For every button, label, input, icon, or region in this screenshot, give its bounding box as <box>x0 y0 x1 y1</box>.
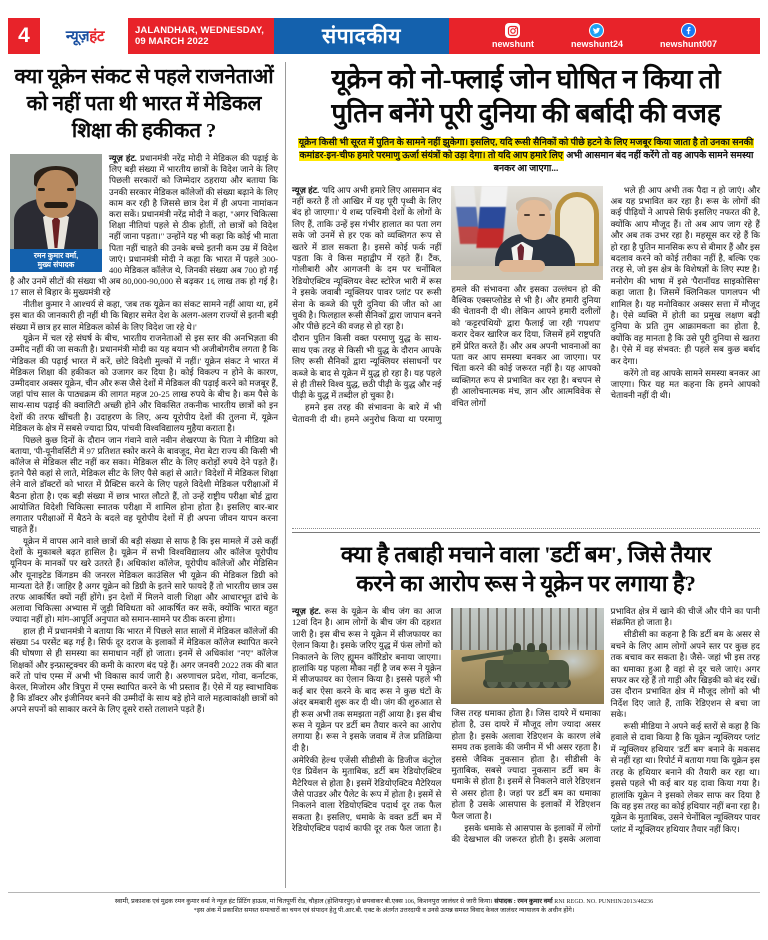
lead-story-paragraph: करेंगे तो वह आपके सामने समस्या बनकर आ जाएगा। फिर यह मत कहना कि हमने आपको चेतावनी नहीं दी थी। <box>610 367 760 401</box>
lead-story-headline <box>292 62 760 130</box>
page-number: 4 <box>8 18 42 54</box>
lead-story-body <box>292 185 760 426</box>
section-tab-editorial[interactable]: संपादकीय <box>274 18 449 54</box>
twitter-handle: newshunt24 <box>570 39 623 49</box>
edition-city-day: JALANDHAR, WEDNESDAY, <box>135 24 264 36</box>
footer-publisher-text: स्वामी, प्रकाशक एवं मुद्रक रमन कुमार वर्मा ने न्यूज़ हंट प्रिंटिंग हाऊस, मां चितपूर्णी रोड, चौहाल (होशियारपुर) से छपवाकर बी.एक्स 106, किशनपुरा जालंधर से जारी किया। <box>114 898 493 905</box>
sub-headline-line-2: करने का आरोप रूस ने यूक्रेन पर लगाया है? <box>356 571 696 596</box>
secondary-story-paragraph-text: रूस के यूक्रेन के बीच जंग का आज 12वां दिन है। आम लोगों के बीच जंग की दहशत जारी है। इस बीच रूस ने यूक्रेन में सीजफायर का ऐलान किया है। इसके जरिए युद्ध में फंस लोगों को निकालने के लिए ह्यूमन कॉरिडोर बनाया जाएगा। हालांकि यह पहला मौका नहीं है जब रूस ने यूक्रेन में सीजफायर का ऐलान किया है। इससे पहले भी कई बार ऐसा करने के बाद रूस ने कुछ घंटों के अंदर बमबारी शुरू कर दी थी। जंग की शुरुआत से ही रूस अभी तक समझता नहीं आया है। इस बीच रूस ने यूक्रेन पर डर्टी बम तैयार करने का आरोप लगाया है। रूस ने इसके जवाब में तेज प्रतिक्रिया दी है। <box>292 606 442 753</box>
instagram-handle: newshunt <box>491 39 534 49</box>
secondary-story-paragraph: सीडीसी का कहना है कि डर्टी बम के असर से बचने के लिए आम लोगों अपने स्तर पर कुछ हद तक बचाव कर सकता है। जैसे- जहां भी इस तरह का धमाका हुआ है वहां से दूर चले जाएं। अगर सफर कर रहे हैं तो गाड़ी और खिड़की को बंद रखें। उस दौरान प्रभावित क्षेत्र में मौजूद लोगों को भी निर्देश दिए जाते हैं, ताकि रेडिएशन से बचा जा सके। <box>610 629 760 720</box>
headline-line-2: पुतिन बनेंगे पूरी दुनिया की बर्बादी की वजह <box>331 98 721 128</box>
editorial-lead-tag: न्यूज़ हंट. <box>109 153 137 163</box>
instagram-icon <box>505 23 520 38</box>
editorial-paragraph: यूक्रेन में वापस आने वाले छात्रों की बड़ी संख्या से साफ है कि इस मामले में उसे कहीं देशों के मुकाबले बढ़त हासिल है। यूक्रेन में सभी विश्वविद्यालय और कॉलेज यूरोपीय यूनियन के मानकों पर खरे उतरते हैं। अधिकांश कॉलेज, यूरोपीय कॉलेजों और मेडिसिन और यूनाइटेड किंगडम की जनरल मेडिकल काउंसिल भी यूक्रेन की मेडिकल डिग्री को मान्यता देते हैं। जाहिर है अगर यूक्रेन को डिग्री के इतने सारे फायदे हैं तो भारतीय छात्र उस तरफ आकर्षित क्यों नहीं होंगे। इन देशों में मिलने वाली शिक्षा और आधारभूत ढांचे के अलावा चिकित्सा अभ्यास में जुड़ी विविधता को आकर्षित कर सकें, क्योंकि भारत बहुत ज्यादा नहीं हो। मांग-आपूर्ति अनुपात को समान-सामने पर ठीक करना होगा। <box>10 535 278 625</box>
social-instagram[interactable] <box>492 23 534 49</box>
secondary-story-lead-tag: न्यूज़ हंट. <box>292 606 321 616</box>
story-separator-solid <box>292 532 760 533</box>
lead-story-kicker <box>292 137 760 177</box>
sub-headline-line-1: क्या है तबाही मचाने वाला 'डर्टी बम', जिसे तैयार <box>340 542 712 567</box>
lead-story-paragraph: हमने इस तरह की संभावना के बारे में भी चेतावनी दी थी। हमने अनुरोध किया था परमाणु हमले की संभावना और इसका उल्लंघन हो की वैश्विक एक्सप्लोडेड से भी है। और हमारी दुनिया की चेतावनी दी थी। लेकिन आपने हमारी दलीलों को 'कट्टरपंथियों' द्वारा फैलाई जा रही 'गपशप' करार देकर खारिज कर दिया, जिसमें हमें राष्ट्रपति हमें प्रेरित करते हैं। और अब अपनी भावनाओं का पता कर आप समस्या बनकर आ जाएगा। पर चिंता करने की कोई जरूरत नहीं है। यह आपको व्यक्तिगत रूप से प्रभावित कर रहा है। बचपन से ही आलोचनात्मक मंच, ज्ञान और आत्मविवेक से वंचित लोगों <box>292 283 601 424</box>
secondary-story-paragraph: रूसी मीडिया ने अपने कई स्तरों से कहा है कि हवाले से दावा किया है कि यूक्रेन न्यूक्लियर प्लांट में न्यूक्लियर हथियार 'डर्टी बम' बनाने के मकसद से नहीं रहा था। रिपोर्ट में बताया गया कि यूक्रेन इस तरह के हथियार बनाने की तैयारी कर रहा था। इससे पहले भी कई बार यह दावा किया गया है। हालांकि यूक्रेन ने इसको लेकर साफ कर दिया है कि वह इस तरह का कोई हथियार नहीं बना रहा है। यूक्रेन के मुताबिक, उसने चेर्नोबिल न्यूक्लियर पावर प्लांट में न्यूक्लियर हथियार तैयार नहीं किए। <box>610 721 760 834</box>
lead-story <box>292 62 760 425</box>
editorial-paragraph: यूक्रेन में चल रहे संघर्ष के बीच, भारतीय राजनेताओं से इस स्तर की अनभिज्ञता की उम्मीद नहीं की जा सकती है। प्रधानमंत्री मोदी का यह बयान भी अजीबोगरीब लगता है कि 'मेडिकल की पढ़ाई भारत में करें, छोटे विदेशी मुल्कों में नहीं।' यूक्रेन संकट ने भारत में मेडिकल शिक्षा की हकीकत को उजागर कर दिया है। कोई विकल्प न होने के कारण, उम्मीदवार अक्सर यूक्रेन, चीन और रूस जैसे देशों में मेडिकल की पढ़ाई करने को मजबूर हैं, जहां पांच साल के पाठ्यक्रम की लागत महज 20-25 लाख रुपये के बीच है। कम पैसे के साथ-साथ पढ़ाई की क्वालिटी अच्छी होने और विकसित तकनीक भारतीय छात्रों को इन देशों की तरफ खींचती है। उदाहरण के लिए, अन्य यूरोपीय देशों की तुलना में, यूक्रेन मेडिकल के क्षेत्र में सबसे ज्यादा प्रिय, पांचवी विश्वविद्यालय मुहैया कराता है। <box>10 333 278 433</box>
footer-editor-label: संपादक : रमन कुमार वर्मा <box>494 898 553 905</box>
secondary-story-paragraph: इसके धमाके से आसपास के इलाकों में लोगों की देखभाल की जरूरत होती है। इसके अलावा प्रभावित क्षेत्र में खाने की चीजें और पीने का पानी संक्रमित हो जाता है। <box>451 606 760 844</box>
footer-imprint <box>8 898 760 915</box>
social-handles <box>449 18 760 54</box>
editorial-paragraph: नीतीश कुमार ने आश्चर्य से कहा, 'जब तक यूक्रेन का संकट सामने नहीं आया था, हमें इस बात की जानकारी ही नहीं थी कि बिहार समेत देश के अलग-अलग राज्यों से इतनी बड़ी संख्या में छात्र हर साल मेडिकल कोर्स के लिए विदेश जा रहे थे।' <box>10 299 278 332</box>
kicker-plain: अभी आसमान बंद नहीं करेंगे तो वह आपके सामने समस्या बनकर आ जाएगा... <box>493 151 754 175</box>
logo-word-news: न्यूज़ <box>65 28 90 45</box>
lead-story-paragraph <box>292 185 441 333</box>
lead-story-paragraph: भले ही आप अभी तक पैदा न हो जाएं। और अब यह प्रभावित कर रहा है। रूस के लोगों की कई पीढ़ियों ने आपसे सिर्फ इसलिए नफरत की है, क्योंकि आप मौजूद हैं। तो अब आप जाग रहे हैं और अब तक उभर रहा है। महसूस कर रहे हैं कि हो रहा है पुतिन मानसिक रूप से बीमार हैं और इस बदलाव करने को कोई तरीका नहीं है, बल्कि एक तरह से, जो इस क्षेत्र के विशेषज्ञों के लिए स्पष्ट है। मनोरोग की भाषा में इसे 'पैरानॉयड साइकोसिस' कहा जाता है। जिसमें क्लिनिकल पागलपन भी शामिल है। यह मनोविकार अक्सर सत्ता में मौजूद है। ऐसे व्यक्ति में होती का प्रमुख लक्षण बढ़ी दुनिया के प्रति तुम आक्रामकता का होता है, क्योंकि वह मानता है कि उसे पूरी दुनिया से खतरा है। ऐसे में वह संभवत: ही पहले सब कुछ बर्बाद कर देगा। <box>610 184 760 366</box>
secondary-story-body <box>292 606 760 845</box>
lead-story-lead-tag: न्यूज़ हंट. <box>292 184 320 195</box>
secondary-story-headline <box>292 540 760 598</box>
editorial-headline: क्या यूक्रेन संकट से पहले राजनेताओं को नहीं पता थी भारत में मेडिकल शिक्षा की हकीकत ? <box>14 66 274 142</box>
footer-line-2: *इस अंक में प्रकाशित समस्त समाचारों का चयन एवं संपादन हेतु पी.आर.बी. एक्ट के अंतर्गत उत्तरदायी व उनसे उत्पन्न समस्त विवाद केवल जालंधर न्यायालय के अधीन होंगे। <box>193 906 575 914</box>
footer-rni-number: RNI REGD. NO. PUNHIN/2013/48236 <box>554 899 654 905</box>
edition-date: 09 MARCH 2022 <box>135 36 209 47</box>
facebook-icon <box>681 23 696 38</box>
secondary-story <box>292 540 760 845</box>
logo-text <box>66 26 104 46</box>
story-separator-dotted <box>292 528 760 529</box>
lead-story-paragraph-text: 'यदि आप अभी हमारे लिए आसमान बंद नहीं करते हैं तो आखिर में यह पूरी पृथ्वी के लिए बंद हो जाएगा।' ये शब्द पश्चिमी देशों के लोगों के लिए हैं, ताकि उन्हें इस गंभीर हालात का पता लग सके जो उनमें से हर एक को व्यक्तिगत रूप से खतरे में डाल सकता है। इससे कोई फर्क नहीं पड़ता कि वे किस महाद्वीप में रहते हैं। टैंक, गोलीबारी और आगजनी के दम पर चर्नोबिल रेडियोएक्टिव न्यूक्लियर वेस्ट स्टोरेज भारी में रूस ने इसके जवाबी न्यूक्लियर पावर प्लांट पर रूसी सेना के कब्जे की पूरी दुनिया की जीत को आ चुकी है। फिलहाल रूसी सैनिकों द्वारा जापान बनने और पीछे हटने की वजह से हो रहा है। <box>292 184 442 332</box>
editor-name: रमन कुमार वर्मा, <box>33 251 79 260</box>
secondary-story-paragraph <box>292 606 441 754</box>
lead-story-paragraph: दौरान पुतिन किसी वक्त परमाणु युद्ध के साथ-साथ एक तरह से किसी भी युद्ध के दौरान आपके लिए रूसी सैनिकों द्वारा न्यूक्लियर संसाधनों पर कब्जे के बाद से यूक्रेन में युद्ध हो रहा है। यह पहले से ही तीसरे विश्व युद्ध, छठी पीढ़ी के युद्ध और नई पीढ़ी के युद्ध में तब्दील हो चुका है। <box>292 333 442 401</box>
editor-title: मुख्य संपादक <box>37 260 75 269</box>
editorial-paragraph: पिछले कुछ दिनों के दौरान जान गंवाने वाले नवीन शेखरप्पा के पिता ने मीडिया को बताया, 'पी-यूनीवर्सिटी में 97 प्रतिशत स्कोर करने के बावजूद, मेरा बेटा राज्य की किसी भी कॉलेज से मेडिकल सीट नहीं कर सका। मेडिकल सीट के लिए करोड़ों रुपये देने पड़ते हैं। इतने पैसे कहां से लाते, मेडिकल सीट के लिए पैसे कहां से आते।' विदेशों में मेडिकल शिक्षा लेने वाले डॉक्टरों को भारत में प्रैक्टिस करने के लिए पहले विदेशी मेडिकल परीक्षाओं में बैठना होता है। एक बड़ी संख्या में छात्र भारत लौटते हैं, तो उन्हें राष्ट्रीय परीक्षा बोर्ड द्वारा आयोजित विदेशी चिकित्सा स्नातक परीक्षा में शामिल होना होता है। इसलिए बार-बार लगातार परीक्षाओं में बैठने के बदले वह यूरोपीय देशों में ही अपना जीवन यापन करना चाहते हैं। <box>10 434 278 535</box>
footer-divider <box>8 892 760 893</box>
column-divider <box>285 62 286 888</box>
putin-photo <box>451 186 603 280</box>
editorial-column <box>10 64 278 716</box>
logo-word-hunt: हंट <box>89 28 105 45</box>
editor-photo <box>10 154 102 272</box>
twitter-icon <box>589 23 604 38</box>
tank-photo <box>451 608 604 704</box>
secondary-story-paragraph: अमेरिकी हेल्थ एजेंसी सीडीसी के डिजीज कंट्रोल एंड प्रिवेंशन के मुताबिक, डर्टी बम रेडियोएक्टिव मैटेरियल से होता है। इसमें रेडियोएक्टिव मैटेरियल जैसे पाउडर और पैलेट के रूप में होता है। इसमें से निकलने वाला रेडियोएक्टिव पदार्थ दूर तक फैल सकता है। इसलिए, धमाके के वक्त डर्टी बम में रेडियोएक्टिव पदार्थ काफी दूर तक फैल जाता है। जिस तरह धमाका होता है। जिस दायरे में धमाका होता है, उस दायरे में मौजूद लोग ज्यादा असर होता है। इसके अलावा रेडिएशन के कारण लंबे समय तक इलाके की जमीन में भी असर रहता है। इससे जैविक नुकसान होता है। सीडीसी के मुताबिक, सबसे ज्यादा नुकसान डर्टी बम के धमाके से होता है। इसमें से निकलने वाले रेडिएशन से असर होता है। जहां पर डर्टी बम का धमाका होता है उसके आसपास के इलाकों में रेडिएशन फैल जाता है। <box>292 708 601 834</box>
publication-logo[interactable] <box>42 18 128 54</box>
headline-line-1: यूक्रेन को नो-फ्लाई जोन घोषित न किया तो <box>331 64 721 94</box>
editorial-paragraph-text: प्रधानमंत्री नरेंद्र मोदी ने मेडिकल की पढ़ाई के लिए बड़ी संख्या में भारतीय छात्रों के विदेश जाने के लिए पिछली सरकारों को जिम्मेदार ठहराया और बताया कि उनकी सरकार मेडिकल कॉलेजों की संख्या बढ़ाने के लिए काम कर रही है जिससे छात्र देश में ही अपना नामांकन करा सकें। प्रधानमंत्री नरेंद्र मोदी ने कहा, "अगर चिकित्सा शिक्षा नीतियां पहले से ठीक होतीं, तो छात्रों को विदेश नहीं जाना पड़ता।" उन्होंने यह भी कहा कि कोई भी माता पिता नहीं चाहते की उनके बच्चे इतनी कम उम्र में विदेश जाएं। प्रधानमंत्री मोदी ने कहा कि भारत में पहले 300-400 मेडिकल कॉलेज थे, जिनकी संख्या अब 700 हो गई है और उनमें सीटों की संख्या भी अब 80,000-90,000 से बढ़कर 1६ लाख तक हो गई है। 17 साल से बिहार के मुख्यमंत्री रहे <box>10 153 279 298</box>
footer-line-1 <box>8 898 760 907</box>
editorial-body <box>10 153 278 716</box>
editorial-paragraph: हाल ही में प्रधानमंत्री ने बताया कि भारत में पिछले सात सालों में मेडिकल कॉलेजों की संख्या 54 परसेंट बढ़ गई है। सिर्फ दूर दराज के इलाकों में मेडिकल कॉलेज स्थापित करने की घोषणा से ही समस्या का समाधान नहीं हो जाता। इनमें से अधिकांश "नए" कॉलेज शिक्षकों और इन्फ्रास्ट्रक्चर की कमी के कारण बंद पड़े हैं। अगर जनवरी 2022 तक की बात करें तो पांच एम्स में अभी भी विकास कार्य जारी है। अरुणाचल प्रदेश, गोवा, कर्नाटक, केरल, मिजोरम और त्रिपुरा में एम्स स्थापित करने के भी प्रस्ताव हैं। ऐसे में यह स्वाभाविक है कि डॉक्टर और इंजीनियर बनने की उम्मीदों के साथ बड़े होने वाले महत्वाकांक्षी छात्रों को अपने सपनों को साकार करने के लिए दूसरे रास्ते तलाशने पड़ते हैं। <box>10 626 278 715</box>
masthead <box>8 18 760 54</box>
kicker-highlighted: यूक्रेन किसी भी सूरत में पुतिन के सामने नहीं झुकेगा। इसलिए, यदि रूसी सैनिकों को पीछे हटने के लिए मजबूर किया जाता है तो उनका सनकी कमांडर-इन-चीफ हमारे परमाणु ऊर्जा संयंत्रों को उड़ा देगा। तो यदि आप हमारे लिए <box>298 138 754 162</box>
social-facebook[interactable] <box>660 23 717 49</box>
facebook-handle: newshunt007 <box>659 39 717 49</box>
editor-caption <box>10 249 102 272</box>
social-twitter[interactable] <box>571 23 623 49</box>
edition-line <box>128 18 274 54</box>
